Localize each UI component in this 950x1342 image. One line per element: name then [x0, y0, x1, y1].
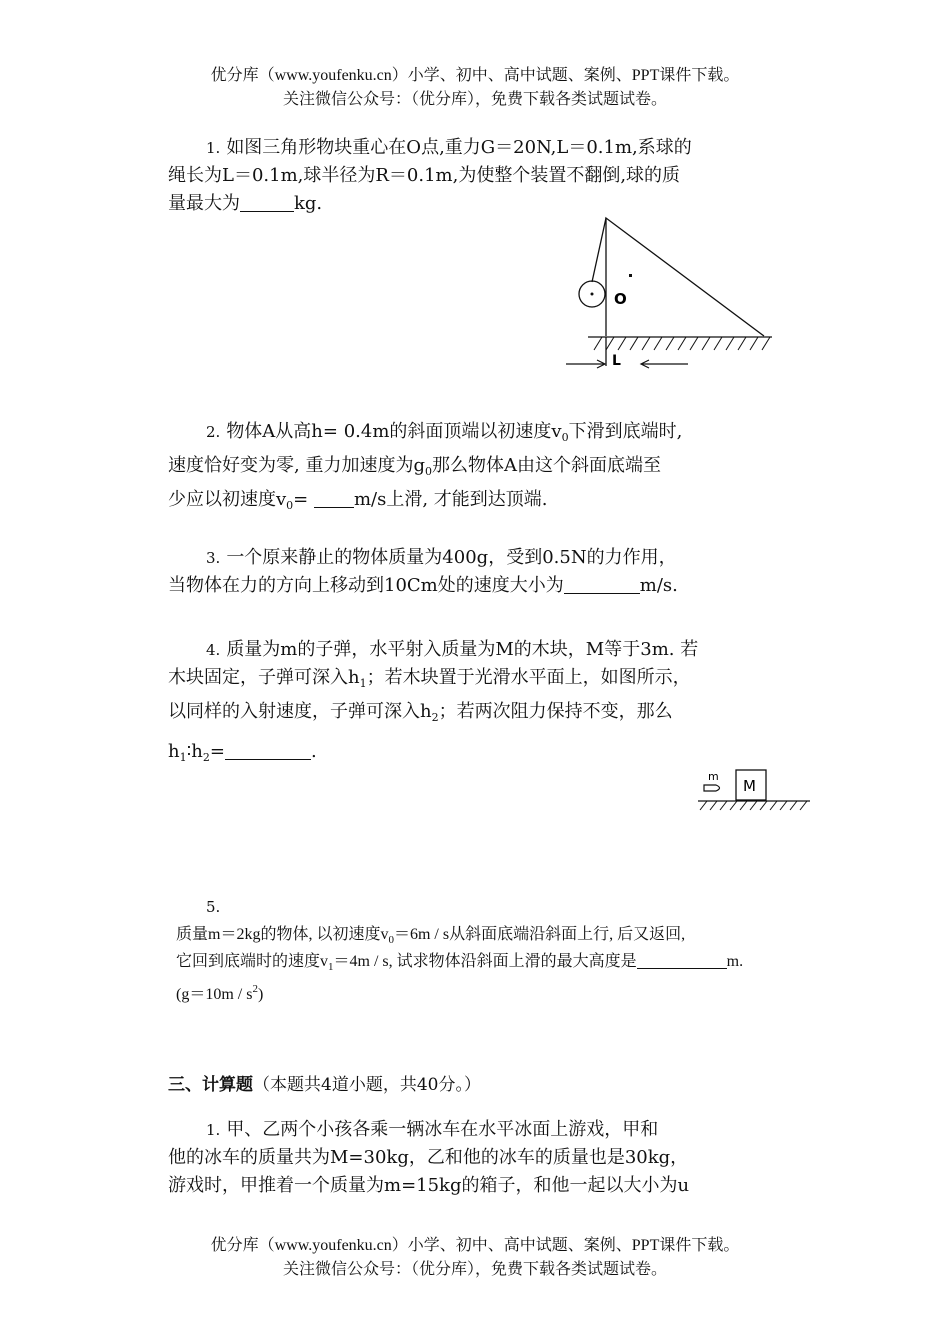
answer-blank[interactable] — [240, 193, 294, 212]
question-text: 那么物体A由这个斜面底端至 — [431, 455, 661, 476]
question-text: kg. — [294, 193, 323, 214]
label-big-m: M — [743, 777, 756, 795]
subscript: 0 — [388, 934, 394, 946]
subscript: 2 — [202, 751, 210, 764]
label-o: O — [614, 290, 627, 308]
question-text: ∶h — [186, 741, 203, 762]
question-text: 下滑到底端时, — [568, 421, 683, 442]
answer-blank[interactable] — [225, 741, 311, 760]
question-text: 质量为m的子弹，水平射入质量为M的木块，M等于3m. 若 — [226, 639, 699, 660]
subscript: 1 — [359, 677, 367, 690]
question-number: 4. — [206, 641, 221, 659]
question-2 — [168, 418, 788, 520]
question-text: ) — [257, 986, 264, 1003]
question-text: 当物体在力的方向上移动到10Cm处的速度大小为 — [168, 575, 564, 596]
question-text: 甲、乙两个小孩各乘一辆冰车在水平冰面上游戏，甲和 — [226, 1119, 659, 1140]
question-text: 木块固定，子弹可深入h — [168, 667, 360, 688]
subscript: 0 — [424, 465, 432, 478]
subscript: 1 — [328, 961, 334, 973]
question-5 — [176, 924, 826, 1006]
question-text: = — [209, 741, 225, 762]
question-text: ＝6m / s从斜面底端沿斜面上行, 后又返回, — [393, 926, 686, 943]
question-number: 1. — [206, 1121, 221, 1139]
question-text: 一个原来静止的物体质量为400g，受到0.5N的力作用， — [226, 547, 677, 568]
answer-blank[interactable] — [637, 952, 727, 969]
question-text: m/s. — [639, 575, 678, 596]
answer-blank[interactable] — [564, 575, 640, 594]
bullet-block-figure — [694, 764, 814, 816]
question-text: = — [293, 489, 314, 510]
ball-center-dot — [591, 293, 594, 296]
header-line-2: 关注微信公众号：（优分库），免费下载各类试题试卷。 — [282, 91, 667, 108]
question-text: 物体A从高h= 0.4m的斜面顶端以初速度v — [226, 421, 562, 442]
question-text: 如图三角形物块重心在O点,重力G＝20N,L＝0.1m,系球的 — [226, 137, 692, 158]
question-text: ＝4m / s, 试求物体沿斜面上滑的最大高度是 — [333, 953, 637, 970]
question-text: 以同样的入射速度，子弹可深入h — [168, 701, 432, 722]
bullet — [704, 785, 720, 791]
section-title: 三、计算题 — [168, 1075, 253, 1095]
question-text: m. — [726, 953, 744, 970]
question-number: 3. — [206, 549, 221, 567]
question-text: (g＝10m / s — [176, 986, 253, 1003]
rope — [592, 218, 606, 282]
section-note: （本题共4道小题，共40分。） — [253, 1075, 481, 1095]
question-number: 5. — [206, 898, 221, 916]
header-line-1: 优分库（www.youfenku.cn）小学、初中、高中试题、案例、PPT课件下载。 — [210, 67, 740, 84]
superscript: 2 — [252, 983, 258, 995]
subscript: 2 — [431, 711, 439, 724]
answer-blank[interactable] — [314, 489, 354, 508]
question-text: 游戏时，甲推着一个质量为m=15kg的箱子，和他一起以大小为u — [168, 1175, 690, 1196]
subscript: 0 — [286, 499, 294, 512]
section-heading — [168, 1072, 481, 1098]
question-text: 少应以初速度v — [168, 489, 287, 510]
question-3 — [168, 544, 788, 600]
question-text: m/s上滑, 才能到达顶端. — [353, 489, 548, 510]
calc-question-1 — [168, 1116, 788, 1200]
triangle-block-figure — [558, 210, 780, 380]
question-text: ；若木块置于光滑水平面上，如图所示， — [366, 667, 691, 688]
question-number: 2. — [206, 423, 221, 441]
question-text: 质量m＝2kg的物体, 以初速度v — [176, 926, 389, 943]
question-text: . — [310, 741, 317, 762]
question-text: 他的冰车的质量共为M=30kg，乙和他的冰车的质量也是30kg， — [168, 1147, 689, 1168]
question-1 — [168, 134, 788, 218]
footer-line-1: 优分库（www.youfenku.cn）小学、初中、高中试题、案例、PPT课件下载。 — [210, 1237, 740, 1254]
subscript: 0 — [561, 431, 569, 444]
question-text: 绳长为L＝0.1m,球半径为R＝0.1m,为使整个装置不翻倒,球的质 — [168, 165, 681, 186]
center-of-gravity-dot — [629, 274, 632, 277]
question-number: 1. — [206, 139, 221, 157]
label-m: m — [708, 770, 719, 783]
footer-line-2: 关注微信公众号：（优分库），免费下载各类试题试卷。 — [282, 1261, 667, 1278]
question-text: 量最大为 — [168, 193, 240, 214]
question-4 — [168, 636, 788, 772]
question-text: ；若两次阻力保持不变，那么 — [438, 701, 673, 722]
subscript: 1 — [179, 751, 187, 764]
question-text: 它回到底端时的速度v — [176, 953, 329, 970]
question-text: 速度恰好变为零, 重力加速度为g — [168, 455, 425, 476]
label-l: L — [612, 353, 621, 369]
question-text: h — [168, 741, 180, 762]
